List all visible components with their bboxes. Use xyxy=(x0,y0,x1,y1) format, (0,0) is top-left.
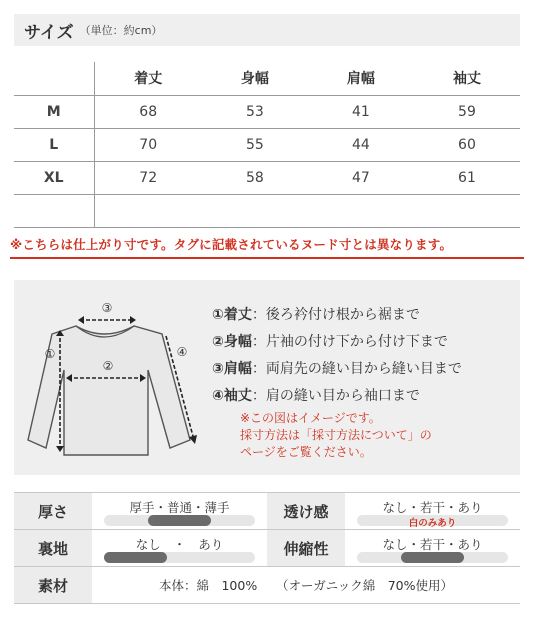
table-row xyxy=(14,128,520,161)
measurement-num: ③ xyxy=(212,361,224,377)
measurement-desc: ：後ろ衿付け根から裾まで xyxy=(251,307,420,323)
spec-options: なし ・ あり xyxy=(135,537,224,552)
empty-cell xyxy=(94,194,202,227)
spec-label-thickness: 厚さ xyxy=(14,493,92,530)
level-indicator xyxy=(104,552,167,563)
note-line: ※この図はイメージです。 xyxy=(240,411,381,425)
size-table-corner xyxy=(14,62,94,95)
measurement-note xyxy=(240,410,432,461)
measurement-desc: ：片袖の付け下から付け下まで xyxy=(251,334,448,350)
table-cell: 68 xyxy=(94,95,202,128)
measurement-term: 袖丈 xyxy=(223,388,252,404)
measurement-guide xyxy=(14,280,520,475)
measurement-desc: ：肩の縫い目から袖口まで xyxy=(251,388,420,404)
measurement-desc: ：両肩先の縫い目から縫い目まで xyxy=(251,361,462,377)
unit-label: （単位：約cm） xyxy=(79,24,163,37)
measurement-item xyxy=(212,329,462,356)
spec-row xyxy=(14,493,520,530)
measurement-item xyxy=(212,302,462,329)
measurement-list xyxy=(212,302,462,410)
spec-value-material: 本体：綿 100% （オーガニック綿 70%使用） xyxy=(92,567,520,604)
table-cell: 55 xyxy=(202,128,308,161)
empty-cell xyxy=(308,194,414,227)
arrow-head xyxy=(130,316,136,324)
table-row xyxy=(14,161,520,194)
size-table xyxy=(14,62,520,228)
spec-options: なし・若干・あり xyxy=(382,537,483,552)
arrow-head xyxy=(56,446,64,452)
diagram-label-1: ① xyxy=(44,347,56,361)
size-label: XL xyxy=(14,161,94,194)
spec-label-material: 素材 xyxy=(14,567,92,604)
level-indicator xyxy=(148,515,211,526)
table-cell: 70 xyxy=(94,128,202,161)
column-header: 身幅 xyxy=(202,62,308,95)
table-cell: 60 xyxy=(414,128,520,161)
section-title: サイズ xyxy=(24,22,74,43)
measurement-term: 身幅 xyxy=(223,334,252,350)
measurement-num: ② xyxy=(212,334,224,350)
spec-label-lining: 裏地 xyxy=(14,530,92,567)
column-header: 袖丈 xyxy=(414,62,520,95)
size-notice: ※こちらは仕上がり寸です。タグに記載されているヌード寸とは異なります。 xyxy=(10,237,453,252)
measurement-num: ① xyxy=(212,307,224,323)
shirt-diagram xyxy=(24,290,204,465)
table-row xyxy=(14,95,520,128)
table-row-empty xyxy=(14,194,520,227)
spec-label-stretch: 伸縮性 xyxy=(267,530,345,567)
empty-cell xyxy=(14,194,94,227)
notice-divider xyxy=(10,257,524,259)
column-header: 肩幅 xyxy=(308,62,414,95)
spec-subnote: 白のみあり xyxy=(408,518,457,529)
note-line: ページをご覧ください。 xyxy=(240,445,372,459)
measurement-item xyxy=(212,383,462,410)
table-cell: 47 xyxy=(308,161,414,194)
level-track xyxy=(104,552,255,563)
measurement-num: ④ xyxy=(212,388,224,404)
table-cell: 61 xyxy=(414,161,520,194)
spec-label-sheerness: 透け感 xyxy=(267,493,345,530)
spec-value-stretch xyxy=(345,530,520,567)
size-label: M xyxy=(14,95,94,128)
spec-value-thickness xyxy=(92,493,267,530)
arrow-head xyxy=(78,316,84,324)
measurement-item xyxy=(212,356,462,383)
measurement-term: 着丈 xyxy=(223,307,252,323)
section-title-bar xyxy=(14,14,520,46)
spec-value-sheerness xyxy=(345,493,520,530)
table-cell: 44 xyxy=(308,128,414,161)
spec-options: 厚手・普通・薄手 xyxy=(129,500,230,515)
level-track xyxy=(357,552,508,563)
table-cell: 53 xyxy=(202,95,308,128)
spec-row xyxy=(14,567,520,604)
spec-value-lining xyxy=(92,530,267,567)
empty-cell xyxy=(202,194,308,227)
note-line: 採寸方法は「採寸方法について」の xyxy=(240,428,432,442)
level-indicator xyxy=(401,552,464,563)
spec-table xyxy=(14,492,520,604)
diagram-label-4: ④ xyxy=(176,345,188,359)
table-cell: 58 xyxy=(202,161,308,194)
shirt-outline xyxy=(28,326,190,455)
table-cell: 41 xyxy=(308,95,414,128)
diagram-label-3: ③ xyxy=(101,301,113,315)
size-label: L xyxy=(14,128,94,161)
measurement-term: 肩幅 xyxy=(223,361,252,377)
diagram-label-2: ② xyxy=(102,359,114,373)
spec-options: なし・若干・あり xyxy=(382,500,483,515)
size-table-header xyxy=(14,62,520,95)
empty-cell xyxy=(414,194,520,227)
table-cell: 72 xyxy=(94,161,202,194)
spec-row xyxy=(14,530,520,567)
column-header: 着丈 xyxy=(94,62,202,95)
level-track xyxy=(104,515,255,526)
table-cell: 59 xyxy=(414,95,520,128)
